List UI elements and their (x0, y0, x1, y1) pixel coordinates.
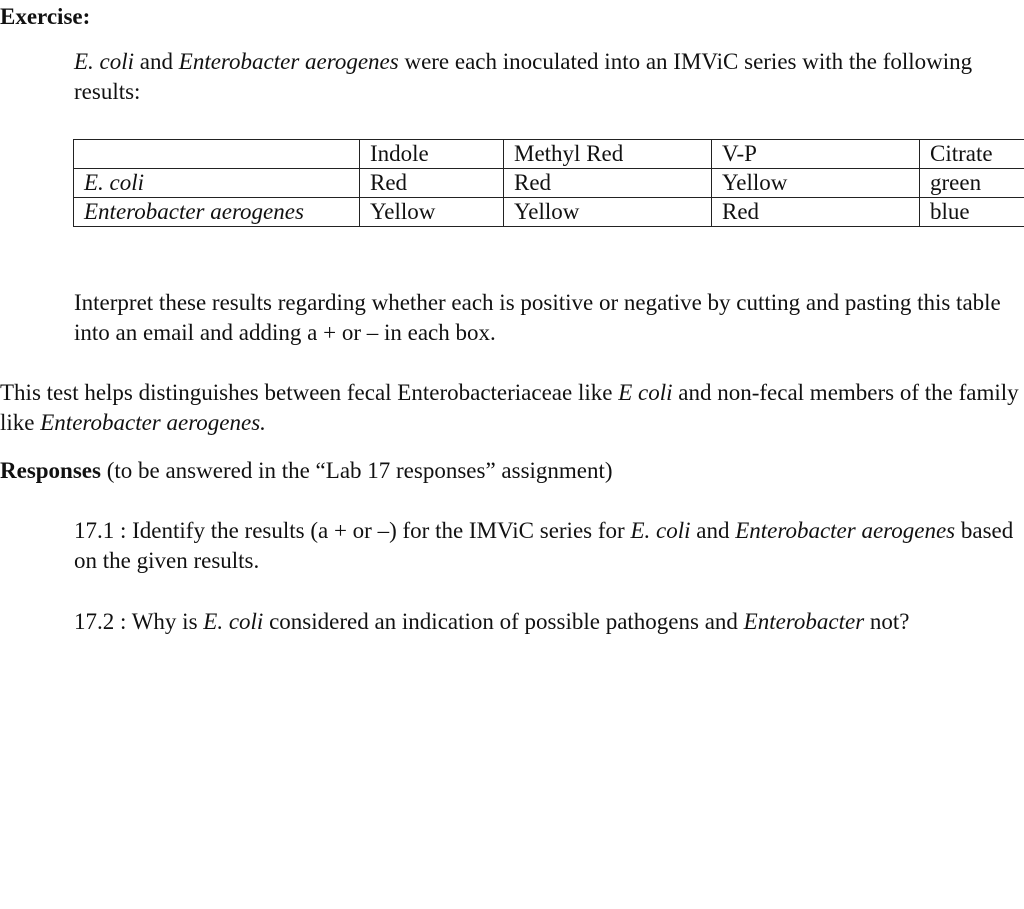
result-cell: blue (920, 198, 1024, 227)
intro-paragraph (74, 47, 974, 107)
table-row (74, 198, 1024, 227)
organism-name: E. coli (203, 609, 264, 634)
organism-name: E. coli (630, 518, 691, 543)
responses-text: (to be answered in the “Lab 17 responses” assignment) (100, 458, 613, 483)
result-cell: green (920, 169, 1024, 198)
table-header-row (74, 140, 1024, 169)
interpret-paragraph: Interpret these results regarding whether each is positive or negative by cutting and pasting this table into an email and adding a + or – in each box. (74, 290, 1001, 345)
organism-cell: Enterobacter aerogenes (74, 198, 360, 227)
header-cell-indole: Indole (360, 140, 504, 169)
responses-label: Responses (0, 458, 101, 483)
question-text: and (690, 518, 736, 543)
question-17-2 (74, 607, 1019, 637)
question-text: not? (864, 609, 910, 634)
imvic-results-table (73, 139, 1024, 227)
result-cell: Yellow (712, 169, 920, 198)
organism-name: Enterobacter aerogenes (178, 49, 399, 74)
header-cell-empty (74, 140, 360, 169)
header-cell-methyl-red: Methyl Red (504, 140, 712, 169)
result-cell: Yellow (504, 198, 712, 227)
organism-name: Enterobacter aerogenes (735, 518, 956, 543)
result-cell: Red (360, 169, 504, 198)
responses-paragraph (0, 456, 1020, 486)
question-text: considered an indication of possible pathogens and (263, 609, 744, 634)
organism-name: Enterobacter (743, 609, 865, 634)
distinguish-paragraph (0, 378, 1020, 438)
question-text: 17.1 : Identify the results (a + or –) for the IMViC series for (74, 518, 631, 543)
exercise-heading: Exercise: (0, 4, 91, 29)
organism-name: E coli (618, 380, 673, 405)
intro-text: were each inoculated into an IMViC series with the following results: (74, 49, 973, 104)
organism-name: Enterobacter aerogenes. (40, 410, 266, 435)
question-text: 17.2 : Why is (74, 609, 204, 634)
question-17-1 (74, 516, 1019, 576)
result-cell: Red (504, 169, 712, 198)
table-row (74, 169, 1024, 198)
result-cell: Yellow (360, 198, 504, 227)
organism-name: E. coli (74, 49, 135, 74)
header-cell-vp: V-P (712, 140, 920, 169)
header-cell-citrate: Citrate (920, 140, 1024, 169)
question-text: based on the given results. (74, 518, 1014, 573)
intro-text: and (134, 49, 179, 74)
organism-cell: E. coli (74, 169, 360, 198)
result-cell: Red (712, 198, 920, 227)
paragraph-text: This test helps distinguishes between fecal Enterobacteriaceae like (0, 380, 619, 405)
paragraph-text: and non-fecal members of the family like (0, 380, 1019, 435)
